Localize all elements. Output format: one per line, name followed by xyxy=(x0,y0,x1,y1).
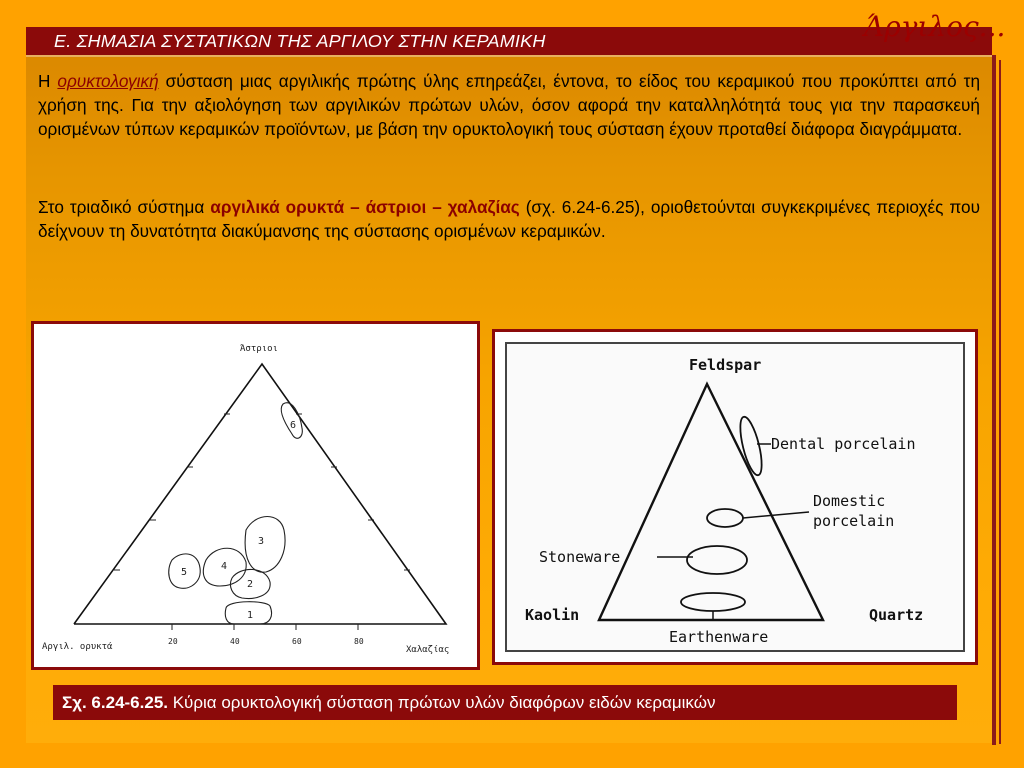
regions-gr xyxy=(169,403,303,624)
paragraph-2-rest: (σχ. 6.24-6.25), οριοθετούνται συγκεκριμένες περιοχές που δείχνουν τη δυνατότητα διακύμανσης της σύστασης ορισμένων κεραμικών. xyxy=(38,197,980,241)
paragraph-1-start: Η xyxy=(38,71,58,91)
tick-80: 80 xyxy=(354,637,364,646)
region-3 xyxy=(245,517,285,573)
zone-label-stoneware: Stoneware xyxy=(539,548,621,566)
zone-label-earthenware: Earthenware xyxy=(669,628,769,646)
region-label-6: 6 xyxy=(290,420,297,431)
region-label-4: 4 xyxy=(221,561,228,572)
zone-domestic-porcelain xyxy=(707,509,743,527)
paragraph-2 xyxy=(38,195,980,243)
apex-label-feldspar-gr: Άστριοι xyxy=(240,344,278,354)
leader-lines-en xyxy=(657,444,809,620)
tick-marks-gr xyxy=(114,414,410,630)
title-underline xyxy=(26,55,992,57)
paragraph-1-rest: σύσταση μιας αργιλικής πρώτης ύλης επηρεάζει, έντονα, το είδος του κεραμικού που προκύπτει από τη χρήση της. Για την αξιολόγηση των αργιλικών πρώτων υλών, όσον αφορά την καταλληλότητά τους για την παρασκευή ορισμένων τύπων κεραμικών προϊόντων, με βάση την ορυκτολογική τους σύσταση έχουν προταθεί διάφορα διαγράμματα. xyxy=(38,71,980,139)
triangle-outline-gr xyxy=(74,364,446,624)
zone-dental-porcelain xyxy=(736,415,766,477)
zones-en xyxy=(681,415,766,611)
tick-40: 40 xyxy=(230,637,240,646)
paragraph-1-highlight: ορυκτολογική xyxy=(57,71,159,91)
left-label-clay-gr: Αργιλ. ορυκτά xyxy=(42,642,113,652)
zone-label-porcelain: porcelain xyxy=(813,512,895,530)
figure-ternary-english xyxy=(492,329,978,665)
right-label-quartz-gr: Χαλαζίας xyxy=(406,645,450,655)
region-label-2: 2 xyxy=(247,579,254,590)
paragraph-2-highlight: αργιλικά ορυκτά – άστριοι – χαλαζίας xyxy=(210,197,520,217)
apex-label-feldspar: Feldspar xyxy=(689,356,762,374)
zone-label-domestic: Domestic xyxy=(813,492,886,510)
ternary-diagram-english xyxy=(507,344,969,656)
corner-title: Άργιλος... xyxy=(864,10,1006,43)
figure-ternary-greek xyxy=(31,321,480,670)
zone-earthenware xyxy=(681,593,745,611)
paragraph-2-start: Στο τριαδικό σύστημα xyxy=(38,197,211,217)
caption-number: Σχ. 6.24-6.25. xyxy=(62,693,168,712)
slide-title: Ε. ΣΗΜΑΣΙΑ ΣΥΣΤΑΤΙΚΩΝ ΤΗΣ ΑΡΓΙΛΟΥ ΣΤΗΝ ΚΕΡΑΜΙΚΗ xyxy=(54,31,546,51)
region-label-5: 5 xyxy=(181,567,188,578)
figure-right-inner xyxy=(505,342,965,652)
left-label-kaolin: Kaolin xyxy=(525,606,580,624)
right-label-quartz: Quartz xyxy=(869,606,924,624)
tick-60: 60 xyxy=(292,637,302,646)
right-frame-line xyxy=(992,55,996,745)
tick-20: 20 xyxy=(168,637,178,646)
region-label-3: 3 xyxy=(258,536,265,547)
paragraph-1 xyxy=(38,69,980,141)
triangle-outline-en xyxy=(599,384,823,620)
caption-text: Κύρια ορυκτολογική σύσταση πρώτων υλών διαφόρων ειδών κεραμικών xyxy=(168,693,716,712)
figure-caption xyxy=(53,685,957,720)
slide-title-bar xyxy=(26,27,992,55)
region-label-1: 1 xyxy=(247,610,254,621)
zone-stoneware xyxy=(687,546,747,574)
ternary-diagram-greek xyxy=(34,324,477,667)
right-frame-line-outer xyxy=(999,60,1001,744)
zone-label-dental-porcelain: Dental porcelain xyxy=(771,435,916,453)
